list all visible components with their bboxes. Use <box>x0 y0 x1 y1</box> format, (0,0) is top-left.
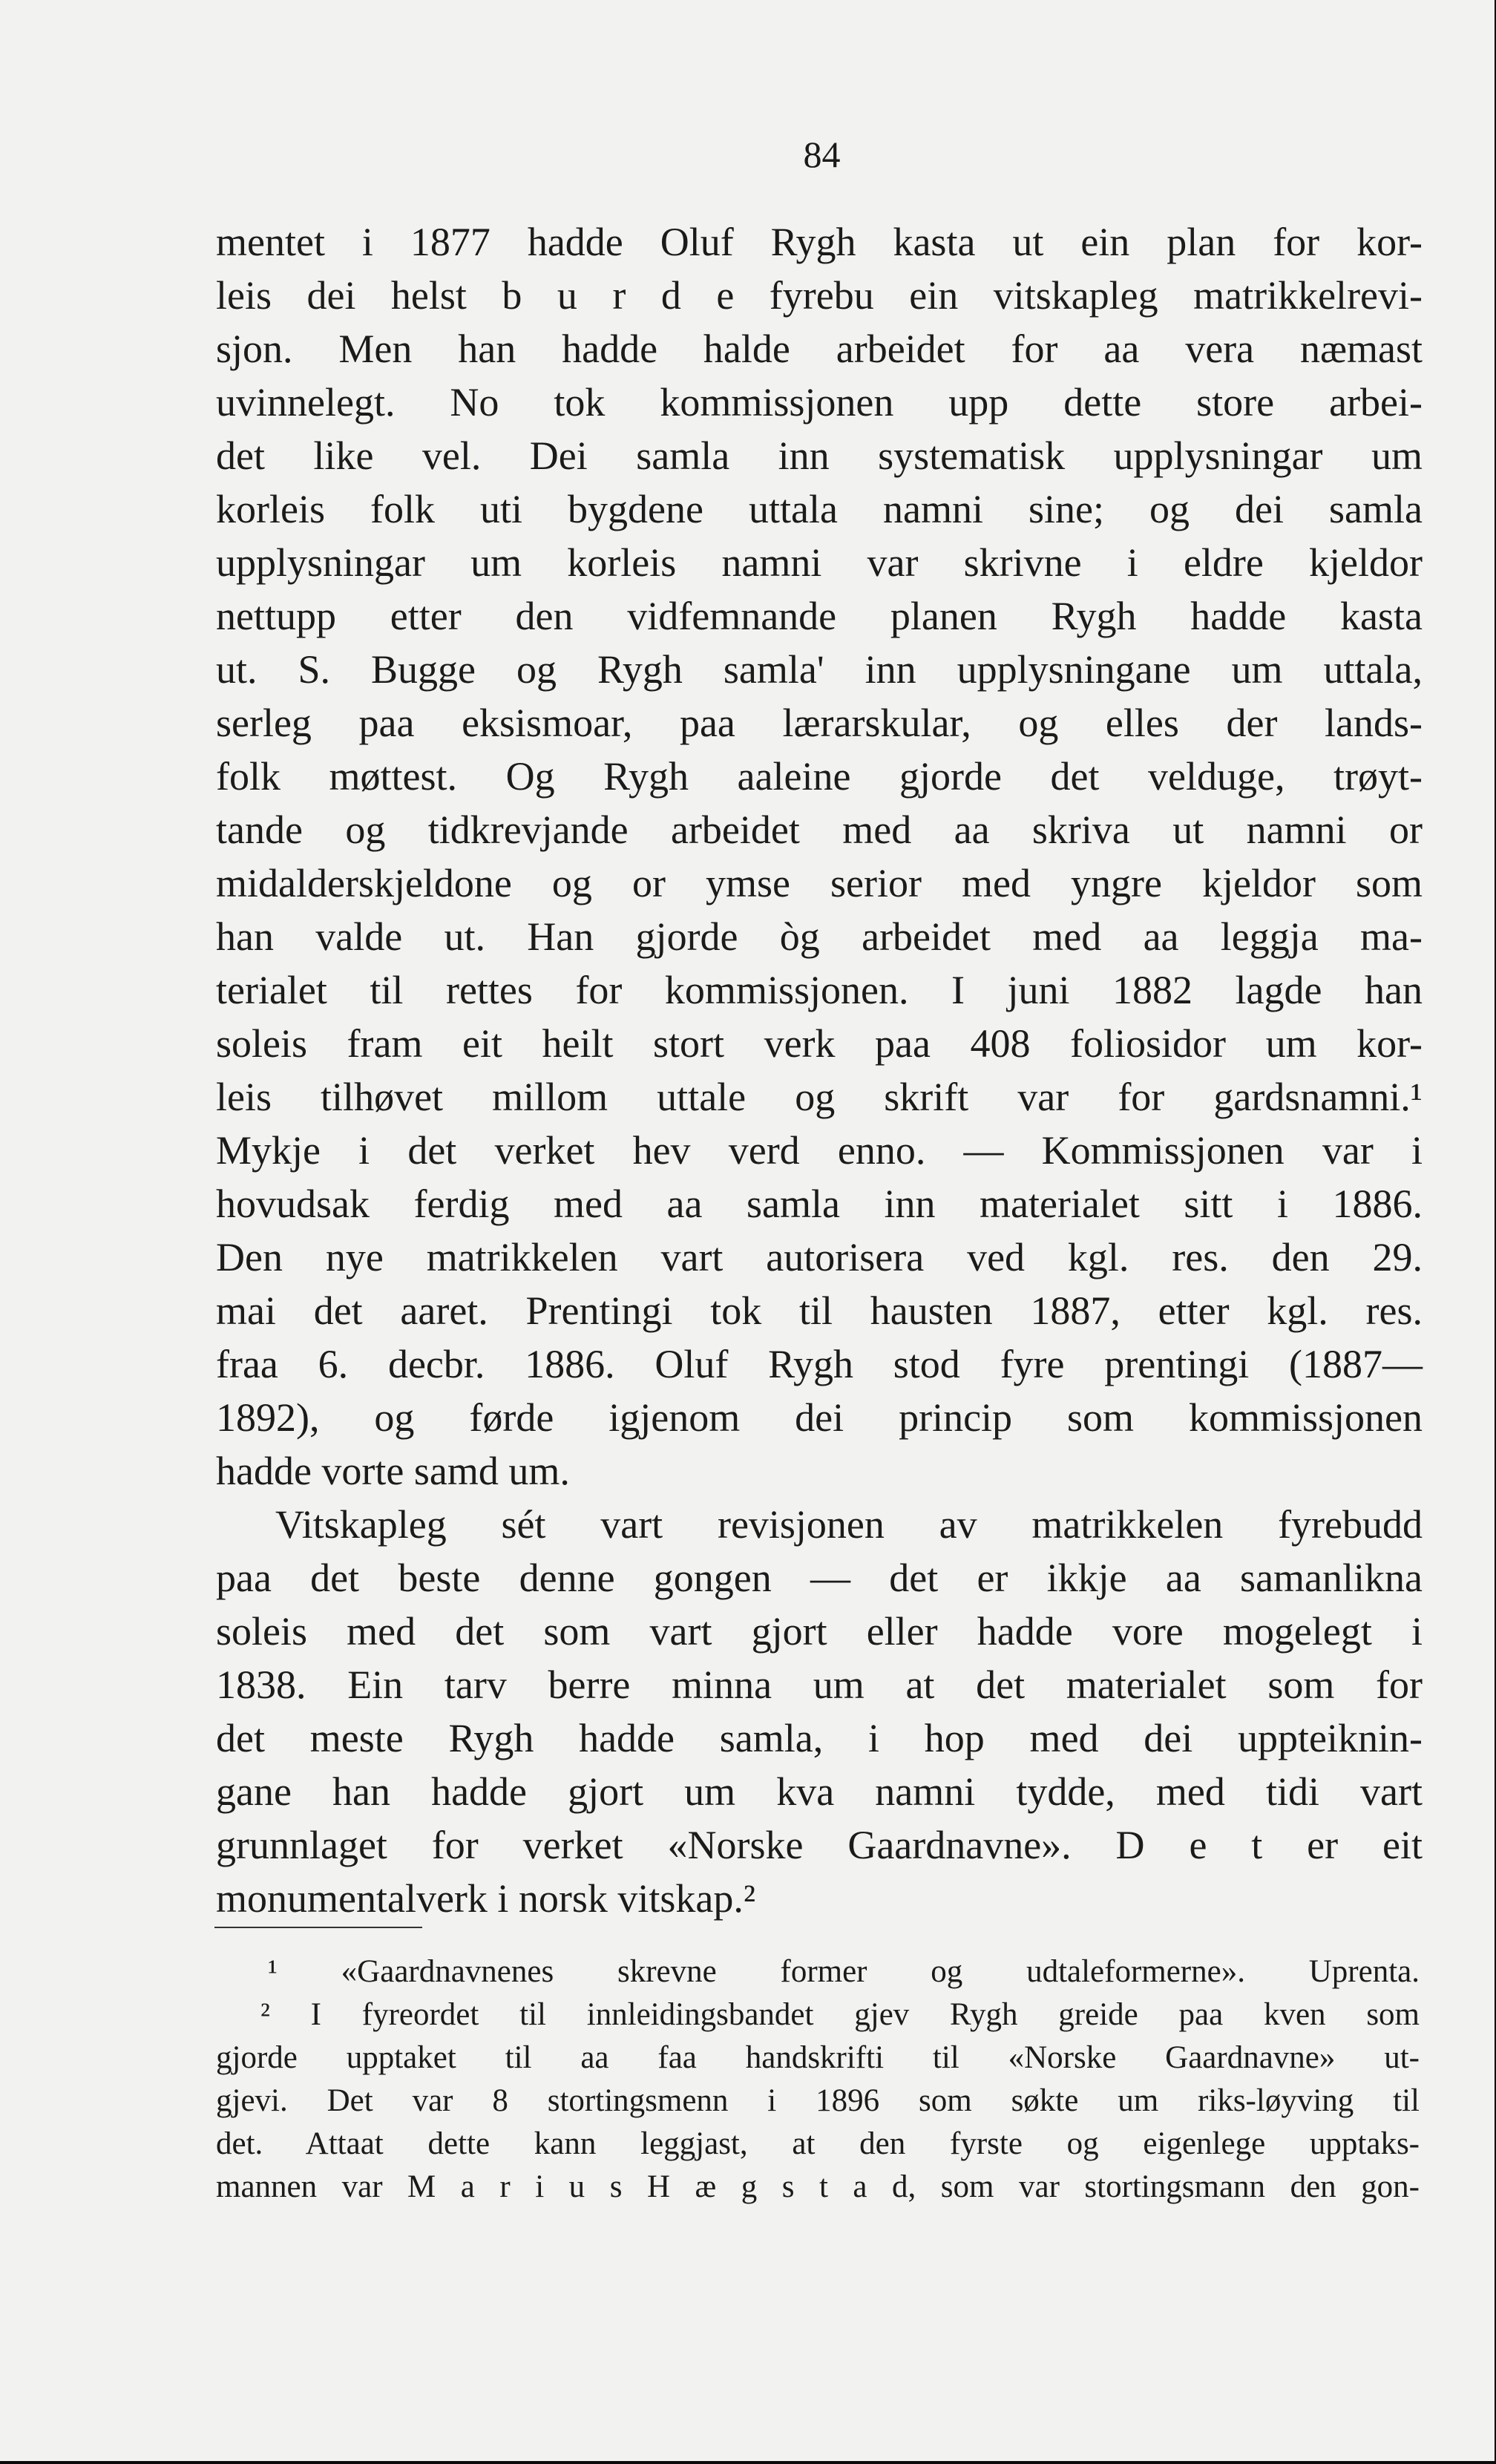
body-line: gane han hadde gjort um kva namni tydde, med tidi vart <box>216 1769 1423 1814</box>
body-line: serleg paa eksismoar, paa lærarskular, og elles der lands- <box>216 701 1423 745</box>
body-line: folk møttest. Og Rygh aaleine gjorde det velduge, trøyt- <box>216 754 1423 799</box>
body-line: midalderskjeldone og or ymse serior med yngre kjeldor som <box>216 861 1423 905</box>
body-line: han valde ut. Han gjorde òg arbeidet med aa leggja ma- <box>216 914 1423 959</box>
paragraph-start-line: Vitskapleg sét vart revisjonen av matrikkelen fyrebudd <box>275 1502 1423 1547</box>
body-line: leis tilhøvet millom uttale og skrift var for gardsnamni.¹ <box>216 1075 1423 1119</box>
footnote-divider <box>214 1927 422 1928</box>
body-line: soleis med det som vart gjort eller hadde vore mogelegt i <box>216 1609 1423 1654</box>
body-line: fraa 6. decbr. 1886. Oluf Rygh stod fyre prentingi (1887— <box>216 1342 1423 1386</box>
body-line: korleis folk uti bygdene uttala namni sine; og dei samla <box>216 487 1423 531</box>
body-line: det meste Rygh hadde samla, i hop med dei uppteiknin- <box>216 1716 1423 1760</box>
footnote-line: mannen var M a r i u s H æ g s t a d, som var stortingsmann den gon- <box>216 2169 1420 2204</box>
body-line: paa det beste denne gongen — det er ikkje aa samanlikna <box>216 1556 1423 1600</box>
body-line: mai det aaret. Prentingi tok til hausten 1887, etter kgl. res. <box>216 1288 1423 1333</box>
body-line: uvinnelegt. No tok kommissjonen upp dette store arbei- <box>216 380 1423 425</box>
body-line: upplysningar um korleis namni var skrivne i eldre kjeldor <box>216 540 1423 585</box>
footnote-2: ² I fyreordet til innleidingsbandet gjev Rygh greide paa kven som <box>260 1997 1420 2032</box>
body-line: nettupp etter den vidfemnande planen Rygh hadde kasta <box>216 594 1423 638</box>
page-number: 84 <box>803 134 841 175</box>
body-line: grunnlaget for verket «Norske Gaardnavne». D e t er eit <box>216 1823 1423 1867</box>
footnotes <box>216 1950 1420 2209</box>
body-line: hadde vorte samd um. <box>216 1449 570 1493</box>
footnote-line: det. Attaat dette kann leggjast, at den fyrste og eigenlege upptaks- <box>216 2126 1420 2161</box>
body-line: sjon. Men han hadde halde arbeidet for aa vera næmast <box>216 327 1423 371</box>
body-line: ut. S. Bugge og Rygh samla' inn upplysningane um uttala, <box>216 647 1423 692</box>
body-line: soleis fram eit heilt stort verk paa 408 foliosidor um kor- <box>216 1021 1423 1066</box>
footnote-line: gjorde upptaket til aa faa handskrifti til «Norske Gaardnavne» ut- <box>216 2040 1420 2075</box>
body-line: terialet til rettes for kommissjonen. I juni 1882 lagde han <box>216 968 1423 1012</box>
body-line: monumentalverk i norsk vitskap.² <box>216 1876 756 1921</box>
footnote-1: ¹ «Gaardnavnenes skrevne former og udtaleformerne». Uprenta. <box>268 1954 1420 1989</box>
body-line: hovudsak ferdig med aa samla inn materialet sitt i 1886. <box>216 1182 1423 1226</box>
body-line: leis dei helst b u r d e fyrebu ein vitskapleg matrikkelrevi- <box>216 273 1423 318</box>
body-line: 1838. Ein tarv berre minna um at det materialet som for <box>216 1662 1423 1707</box>
body-line: tande og tidkrevjande arbeidet med aa skriva ut namni or <box>216 807 1423 852</box>
body-line: mentet i 1877 hadde Oluf Rygh kasta ut ein plan for kor- <box>216 220 1423 264</box>
body-line: Mykje i det verket hev verd enno. — Kommissjonen var i <box>216 1128 1423 1173</box>
body-line: det like vel. Dei samla inn systematisk upplysningar um <box>216 433 1423 478</box>
body-line: 1892), og førde igjenom dei princip som kommissjonen <box>216 1395 1423 1440</box>
body-text <box>216 215 1423 1925</box>
body-line: Den nye matrikkelen vart autorisera ved kgl. res. den 29. <box>216 1235 1423 1279</box>
footnote-line: gjevi. Det var 8 stortingsmenn i 1896 som søkte um riks-løyving til <box>216 2083 1420 2118</box>
